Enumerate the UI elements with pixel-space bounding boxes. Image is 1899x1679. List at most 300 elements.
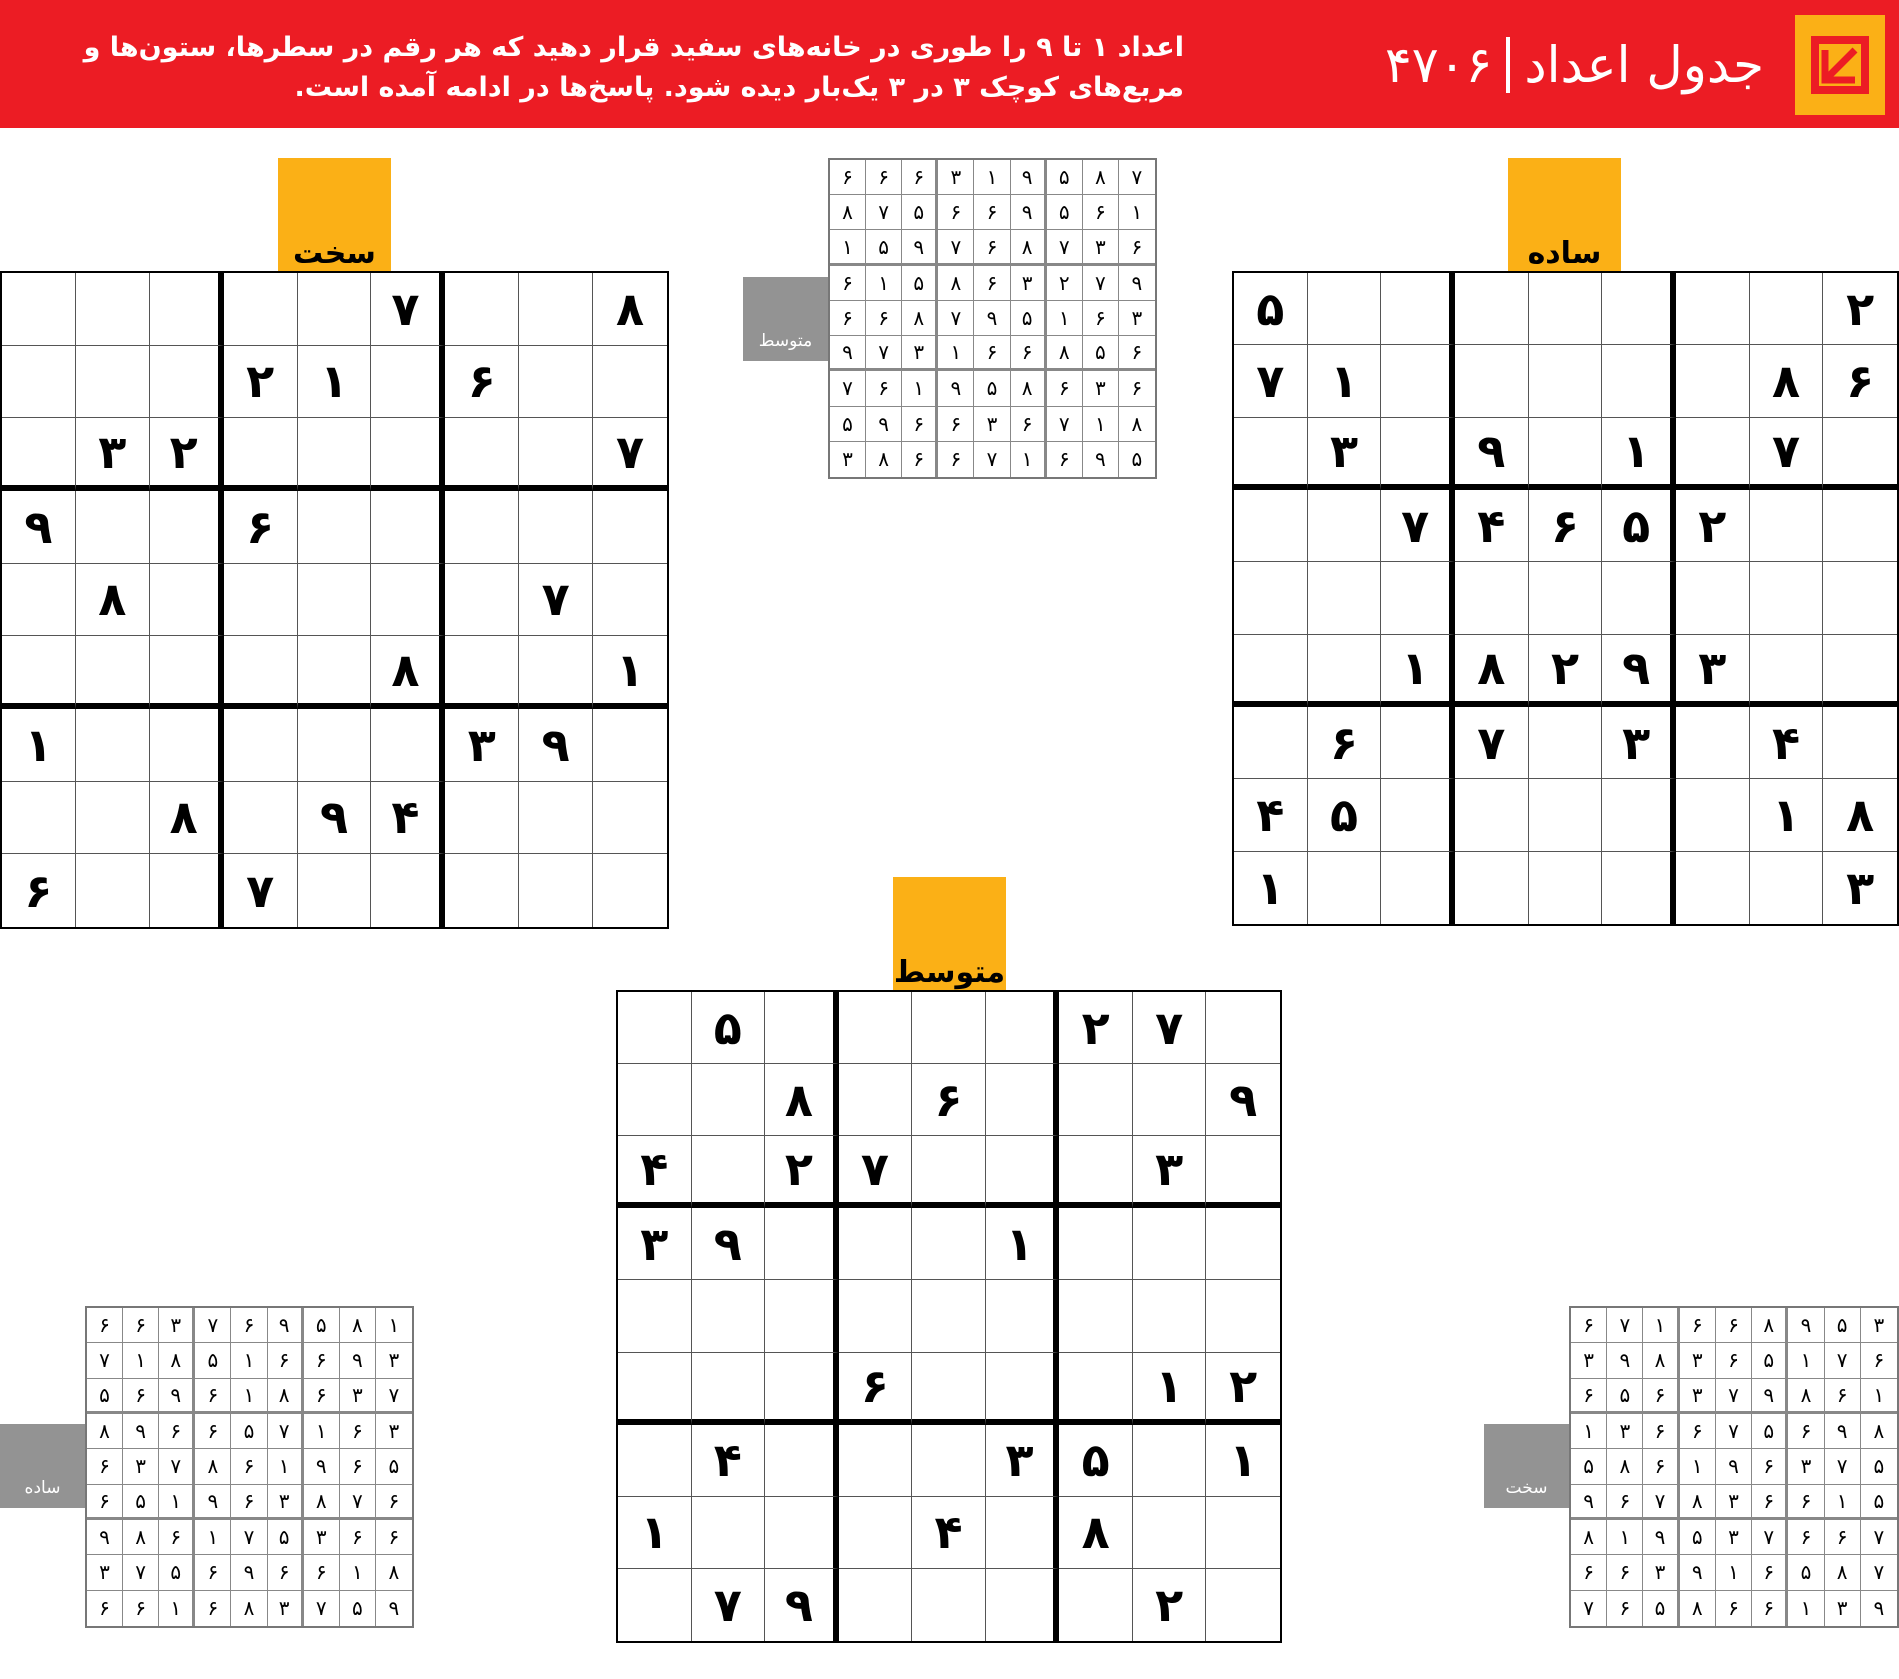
- sudoku-cell[interactable]: ۹: [1602, 635, 1676, 707]
- sudoku-cell[interactable]: ۷: [593, 418, 667, 491]
- answer-cell: ۸: [1607, 1449, 1643, 1484]
- sudoku-cell[interactable]: ۵: [692, 992, 766, 1064]
- page-title: جدول اعداد: [1524, 36, 1764, 94]
- sudoku-cell[interactable]: [519, 782, 593, 855]
- sudoku-cell[interactable]: [1602, 779, 1676, 851]
- answer-cell: ۶: [1607, 1591, 1643, 1626]
- sudoku-cell[interactable]: ۹: [692, 1208, 766, 1280]
- sudoku-cell[interactable]: [1676, 707, 1750, 779]
- sudoku-cell[interactable]: ۸: [765, 1064, 839, 1136]
- answer-cell: ۶: [123, 1308, 159, 1343]
- sudoku-cell[interactable]: [371, 346, 445, 419]
- sudoku-cell[interactable]: [1750, 562, 1824, 634]
- sudoku-cell[interactable]: [76, 636, 150, 709]
- sudoku-cell[interactable]: ۹: [1455, 418, 1529, 490]
- sudoku-cell[interactable]: [1529, 418, 1603, 490]
- sudoku-cell[interactable]: [1059, 1064, 1133, 1136]
- sudoku-cell[interactable]: ۷: [371, 273, 445, 346]
- sudoku-cell[interactable]: ۸: [371, 636, 445, 709]
- answer-cell: ۳: [1083, 230, 1119, 265]
- answer-cell: ۳: [1680, 1379, 1716, 1414]
- sudoku-cell[interactable]: ۱: [298, 346, 372, 419]
- answer-cell: ۶: [1047, 371, 1083, 406]
- sudoku-cell[interactable]: [519, 636, 593, 709]
- sudoku-cell[interactable]: ۷: [224, 854, 298, 927]
- sudoku-cell[interactable]: [912, 1353, 986, 1425]
- sudoku-cell[interactable]: [224, 273, 298, 346]
- answer-cell: ۸: [1011, 230, 1047, 265]
- sudoku-cell[interactable]: ۱: [1750, 779, 1824, 851]
- sudoku-cell[interactable]: ۳: [618, 1208, 692, 1280]
- answer-cell: ۵: [1643, 1591, 1679, 1626]
- sudoku-cell[interactable]: ۴: [692, 1425, 766, 1497]
- sudoku-cell[interactable]: ۴: [1750, 707, 1824, 779]
- sudoku-cell[interactable]: [150, 273, 224, 346]
- sudoku-cell[interactable]: ۲: [224, 346, 298, 419]
- sudoku-cell[interactable]: ۸: [76, 564, 150, 637]
- answer-cell: ۳: [1716, 1520, 1752, 1555]
- answer-cell: ۱: [830, 230, 866, 265]
- sudoku-cell[interactable]: [1381, 779, 1455, 851]
- answer-cell: ۶: [830, 266, 866, 301]
- sudoku-cell[interactable]: ۶: [1823, 345, 1897, 417]
- sudoku-cell[interactable]: ۲: [1823, 273, 1897, 345]
- sudoku-cell[interactable]: [298, 491, 372, 564]
- answer-cell: ۸: [268, 1379, 304, 1414]
- answer-cell: ۳: [376, 1414, 412, 1449]
- sudoku-cell[interactable]: [912, 1208, 986, 1280]
- answer-cell: ۹: [1643, 1520, 1679, 1555]
- sudoku-cell[interactable]: ۹: [519, 709, 593, 782]
- sudoku-cell[interactable]: [1381, 418, 1455, 490]
- sudoku-cell[interactable]: [298, 273, 372, 346]
- sudoku-cell[interactable]: ۴: [371, 782, 445, 855]
- sudoku-cell[interactable]: [2, 636, 76, 709]
- sudoku-cell[interactable]: [298, 709, 372, 782]
- sudoku-cell[interactable]: ۱: [593, 636, 667, 709]
- sudoku-cell[interactable]: [618, 1064, 692, 1136]
- sudoku-cell[interactable]: [1750, 852, 1824, 924]
- answer-cell: ۹: [1752, 1379, 1788, 1414]
- sudoku-cell[interactable]: [692, 1280, 766, 1352]
- sudoku-cell[interactable]: ۱: [1234, 852, 1308, 924]
- sudoku-cell[interactable]: [519, 346, 593, 419]
- sudoku-cell[interactable]: ۱: [1602, 418, 1676, 490]
- sudoku-cell[interactable]: [1308, 852, 1382, 924]
- answer-cell: ۶: [1011, 407, 1047, 442]
- sudoku-cell[interactable]: ۸: [1823, 779, 1897, 851]
- answer-cell: ۱: [159, 1485, 195, 1520]
- sudoku-cell[interactable]: [1059, 1208, 1133, 1280]
- sudoku-cell[interactable]: [150, 564, 224, 637]
- sudoku-cell[interactable]: ۲: [150, 418, 224, 491]
- sudoku-cell[interactable]: ۲: [1676, 490, 1750, 562]
- sudoku-cell[interactable]: ۸: [1750, 345, 1824, 417]
- sudoku-cell[interactable]: [1455, 852, 1529, 924]
- sudoku-cell[interactable]: [1750, 490, 1824, 562]
- sudoku-cell[interactable]: [1455, 562, 1529, 634]
- sudoku-cell[interactable]: ۵: [1059, 1425, 1133, 1497]
- sudoku-cell[interactable]: [224, 418, 298, 491]
- sudoku-cell[interactable]: [224, 782, 298, 855]
- sudoku-cell[interactable]: ۷: [1381, 490, 1455, 562]
- sudoku-cell[interactable]: [1529, 562, 1603, 634]
- sudoku-cell[interactable]: ۵: [1308, 779, 1382, 851]
- sudoku-cell[interactable]: [986, 1280, 1060, 1352]
- sudoku-cell[interactable]: [912, 1425, 986, 1497]
- sudoku-cell[interactable]: [1234, 707, 1308, 779]
- sudoku-cell[interactable]: [445, 273, 519, 346]
- hard-puzzle-label: سخت: [278, 158, 391, 273]
- sudoku-cell[interactable]: ۹: [765, 1569, 839, 1641]
- sudoku-cell[interactable]: [1676, 562, 1750, 634]
- sudoku-cell[interactable]: [1750, 273, 1824, 345]
- sudoku-cell[interactable]: ۳: [1602, 707, 1676, 779]
- sudoku-cell[interactable]: [1676, 345, 1750, 417]
- sudoku-cell[interactable]: [986, 1497, 1060, 1569]
- sudoku-cell[interactable]: [224, 709, 298, 782]
- sudoku-cell[interactable]: [593, 346, 667, 419]
- sudoku-cell[interactable]: ۶: [2, 854, 76, 927]
- sudoku-cell[interactable]: ۴: [1234, 779, 1308, 851]
- sudoku-cell[interactable]: [1823, 635, 1897, 707]
- answer-cell: ۹: [87, 1520, 123, 1555]
- sudoku-cell[interactable]: [692, 1497, 766, 1569]
- sudoku-cell[interactable]: [1308, 635, 1382, 707]
- sudoku-cell[interactable]: ۹: [1206, 1064, 1280, 1136]
- sudoku-cell[interactable]: [912, 1280, 986, 1352]
- sudoku-cell[interactable]: [519, 273, 593, 346]
- answer-cell: ۷: [340, 1485, 376, 1520]
- sudoku-cell[interactable]: [1455, 273, 1529, 345]
- sudoku-cell[interactable]: ۶: [839, 1353, 913, 1425]
- sudoku-cell[interactable]: [150, 636, 224, 709]
- sudoku-cell[interactable]: [1750, 635, 1824, 707]
- sudoku-cell[interactable]: [1676, 273, 1750, 345]
- sudoku-cell[interactable]: ۷: [692, 1569, 766, 1641]
- answer-cell: ۶: [830, 301, 866, 336]
- answer-cell: ۶: [974, 266, 1010, 301]
- sudoku-cell[interactable]: [1455, 779, 1529, 851]
- sudoku-cell[interactable]: ۲: [1529, 635, 1603, 707]
- sudoku-cell[interactable]: [445, 782, 519, 855]
- sudoku-cell[interactable]: [1823, 490, 1897, 562]
- sudoku-cell[interactable]: ۳: [1133, 1136, 1207, 1208]
- answer-cell: ۹: [1680, 1555, 1716, 1590]
- sudoku-cell[interactable]: [445, 491, 519, 564]
- sudoku-cell[interactable]: [912, 992, 986, 1064]
- sudoku-cell[interactable]: [1133, 1425, 1207, 1497]
- answer-cell: ۱: [1788, 1591, 1824, 1626]
- sudoku-cell[interactable]: [1308, 562, 1382, 634]
- sudoku-cell[interactable]: [986, 1136, 1060, 1208]
- sudoku-cell[interactable]: [298, 636, 372, 709]
- sudoku-cell[interactable]: ۸: [593, 273, 667, 346]
- sudoku-cell[interactable]: ۳: [1676, 635, 1750, 707]
- answer-cell: ۶: [1716, 1308, 1752, 1343]
- sudoku-cell[interactable]: [618, 992, 692, 1064]
- answer-cell: ۸: [159, 1343, 195, 1378]
- sudoku-cell[interactable]: [1234, 418, 1308, 490]
- sudoku-cell[interactable]: [839, 1280, 913, 1352]
- sudoku-cell[interactable]: ۴: [912, 1497, 986, 1569]
- sudoku-cell[interactable]: [76, 854, 150, 927]
- sudoku-cell[interactable]: ۱: [1381, 635, 1455, 707]
- sudoku-cell[interactable]: ۶: [1308, 707, 1382, 779]
- sudoku-cell[interactable]: [1602, 562, 1676, 634]
- sudoku-cell[interactable]: [692, 1064, 766, 1136]
- sudoku-cell[interactable]: ۱: [618, 1497, 692, 1569]
- answer-cell: ۶: [974, 336, 1010, 371]
- sudoku-cell[interactable]: ۶: [224, 491, 298, 564]
- sudoku-cell[interactable]: [76, 709, 150, 782]
- sudoku-cell[interactable]: [2, 782, 76, 855]
- sudoku-cell[interactable]: [150, 854, 224, 927]
- sudoku-cell[interactable]: [1381, 562, 1455, 634]
- answer-cell: ۶: [1752, 1485, 1788, 1520]
- sudoku-cell[interactable]: [1455, 345, 1529, 417]
- sudoku-cell[interactable]: [1676, 852, 1750, 924]
- sudoku-cell[interactable]: ۳: [76, 418, 150, 491]
- sudoku-cell[interactable]: [150, 709, 224, 782]
- sudoku-cell[interactable]: [1206, 1569, 1280, 1641]
- sudoku-cell[interactable]: [1529, 707, 1603, 779]
- answer-cell: ۷: [268, 1414, 304, 1449]
- sudoku-cell[interactable]: ۷: [1133, 992, 1207, 1064]
- sudoku-cell[interactable]: [371, 564, 445, 637]
- sudoku-cell[interactable]: [76, 346, 150, 419]
- sudoku-cell[interactable]: [1059, 1136, 1133, 1208]
- answer-cell: ۶: [1716, 1343, 1752, 1378]
- sudoku-cell[interactable]: [1381, 852, 1455, 924]
- sudoku-cell[interactable]: [618, 1280, 692, 1352]
- sudoku-cell[interactable]: ۱: [2, 709, 76, 782]
- sudoku-cell[interactable]: [765, 1497, 839, 1569]
- sudoku-cell[interactable]: ۲: [1206, 1353, 1280, 1425]
- answer-cell: ۷: [1716, 1379, 1752, 1414]
- sudoku-cell[interactable]: [1381, 345, 1455, 417]
- answer-cell: ۶: [830, 160, 866, 195]
- sudoku-cell[interactable]: [618, 1425, 692, 1497]
- sudoku-cell[interactable]: [150, 491, 224, 564]
- sudoku-cell[interactable]: ۲: [1133, 1569, 1207, 1641]
- sudoku-cell[interactable]: ۴: [618, 1136, 692, 1208]
- sudoku-cell[interactable]: [445, 636, 519, 709]
- sudoku-cell[interactable]: [1823, 562, 1897, 634]
- sudoku-cell[interactable]: [593, 491, 667, 564]
- sudoku-cell[interactable]: ۹: [298, 782, 372, 855]
- sudoku-cell[interactable]: [519, 854, 593, 927]
- sudoku-cell[interactable]: [1676, 418, 1750, 490]
- sudoku-cell[interactable]: [839, 992, 913, 1064]
- sudoku-cell[interactable]: [76, 273, 150, 346]
- sudoku-cell[interactable]: [1059, 1280, 1133, 1352]
- sudoku-cell[interactable]: [765, 992, 839, 1064]
- sudoku-cell[interactable]: [986, 1569, 1060, 1641]
- sudoku-cell[interactable]: [1381, 707, 1455, 779]
- sudoku-cell[interactable]: [519, 418, 593, 491]
- sudoku-cell[interactable]: [986, 992, 1060, 1064]
- sudoku-cell[interactable]: ۳: [986, 1425, 1060, 1497]
- sudoku-cell[interactable]: ۲: [765, 1136, 839, 1208]
- sudoku-cell[interactable]: [445, 564, 519, 637]
- sudoku-cell[interactable]: ۷: [1234, 345, 1308, 417]
- sudoku-cell[interactable]: [76, 491, 150, 564]
- sudoku-cell[interactable]: [224, 564, 298, 637]
- sudoku-cell[interactable]: [1234, 562, 1308, 634]
- sudoku-cell[interactable]: [2, 564, 76, 637]
- sudoku-cell[interactable]: ۱: [1206, 1425, 1280, 1497]
- answer-cell: ۳: [1571, 1343, 1607, 1378]
- answer-cell: ۹: [268, 1308, 304, 1343]
- sudoku-cell[interactable]: ۵: [1602, 490, 1676, 562]
- sudoku-cell[interactable]: [2, 418, 76, 491]
- sudoku-cell[interactable]: [1602, 345, 1676, 417]
- sudoku-cell[interactable]: ۳: [445, 709, 519, 782]
- answer-cell: ۱: [1825, 1485, 1861, 1520]
- sudoku-cell[interactable]: ۱: [1133, 1353, 1207, 1425]
- sudoku-cell[interactable]: [1059, 1569, 1133, 1641]
- sudoku-cell[interactable]: ۸: [150, 782, 224, 855]
- header-bar: [0, 0, 1899, 128]
- sudoku-cell[interactable]: [912, 1136, 986, 1208]
- answer-cell: ۶: [376, 1485, 412, 1520]
- sudoku-cell[interactable]: ۶: [912, 1064, 986, 1136]
- sudoku-cell[interactable]: ۸: [1059, 1497, 1133, 1569]
- sudoku-cell[interactable]: [618, 1353, 692, 1425]
- answer-cell: ۵: [902, 266, 938, 301]
- sudoku-cell[interactable]: [1529, 852, 1603, 924]
- sudoku-cell[interactable]: ۳: [1846, 860, 1875, 915]
- sudoku-cell[interactable]: [1234, 490, 1308, 562]
- sudoku-cell[interactable]: [839, 1208, 913, 1280]
- sudoku-cell[interactable]: [1206, 1136, 1280, 1208]
- sudoku-cell[interactable]: [839, 1064, 913, 1136]
- answer-cell: ۶: [1680, 1308, 1716, 1343]
- sudoku-cell[interactable]: [1206, 992, 1280, 1064]
- sudoku-cell[interactable]: [593, 782, 667, 855]
- sudoku-cell[interactable]: [593, 564, 667, 637]
- sudoku-cell[interactable]: [445, 854, 519, 927]
- sudoku-cell[interactable]: [371, 709, 445, 782]
- sudoku-cell[interactable]: [1529, 273, 1603, 345]
- answer-cell: ۹: [1873, 1596, 1885, 1621]
- sudoku-cell[interactable]: ۷: [1750, 418, 1824, 490]
- sudoku-cell[interactable]: [1308, 490, 1382, 562]
- answer-cell: ۷: [1119, 160, 1155, 195]
- sudoku-cell[interactable]: [986, 1353, 1060, 1425]
- sudoku-cell[interactable]: [371, 491, 445, 564]
- sudoku-cell[interactable]: [765, 1425, 839, 1497]
- sudoku-cell[interactable]: ۱: [1308, 345, 1382, 417]
- sudoku-cell[interactable]: [1133, 1208, 1207, 1280]
- sudoku-cell[interactable]: [1308, 273, 1382, 345]
- sudoku-cell[interactable]: [298, 564, 372, 637]
- sudoku-cell[interactable]: [1381, 273, 1455, 345]
- sudoku-cell[interactable]: [2, 273, 76, 346]
- sudoku-cell[interactable]: [1206, 1208, 1280, 1280]
- sudoku-cell[interactable]: [1234, 635, 1308, 707]
- sudoku-cell[interactable]: [2, 346, 76, 419]
- sudoku-cell[interactable]: [1059, 1353, 1133, 1425]
- sudoku-cell[interactable]: [519, 491, 593, 564]
- answer-cell: ۷: [1861, 1555, 1897, 1590]
- answer-cell: ۶: [1643, 1449, 1679, 1484]
- answer-cell: ۹: [902, 230, 938, 265]
- answer-cell: ۱: [1047, 301, 1083, 336]
- answer-cell: ۷: [231, 1520, 267, 1555]
- sudoku-cell[interactable]: [692, 1353, 766, 1425]
- sudoku-cell[interactable]: [1823, 707, 1897, 779]
- sudoku-cell[interactable]: [1602, 273, 1676, 345]
- sudoku-cell[interactable]: [986, 1064, 1060, 1136]
- sudoku-cell[interactable]: ۱: [986, 1208, 1060, 1280]
- answer-cell: ۶: [902, 160, 938, 195]
- sudoku-cell[interactable]: [765, 1208, 839, 1280]
- answer-cell: ۱: [1788, 1343, 1824, 1378]
- answer-cell: ۱: [866, 266, 902, 301]
- sudoku-cell[interactable]: [593, 854, 667, 927]
- sudoku-cell[interactable]: ۹: [2, 491, 76, 564]
- sudoku-cell[interactable]: [912, 1569, 986, 1641]
- sudoku-cell[interactable]: ۴: [1455, 490, 1529, 562]
- sudoku-cell[interactable]: [618, 1569, 692, 1641]
- sudoku-cell[interactable]: [224, 636, 298, 709]
- sudoku-cell[interactable]: [1206, 1497, 1280, 1569]
- sudoku-cell[interactable]: [765, 1353, 839, 1425]
- sudoku-cell[interactable]: [298, 418, 372, 491]
- sudoku-cell[interactable]: [1529, 345, 1603, 417]
- sudoku-cell[interactable]: ۵: [1234, 273, 1308, 345]
- sudoku-cell[interactable]: [1133, 1280, 1207, 1352]
- sudoku-cell[interactable]: ۶: [1529, 490, 1603, 562]
- sudoku-cell[interactable]: [1133, 1064, 1207, 1136]
- sudoku-cell[interactable]: [298, 854, 372, 927]
- answer-cell: ۶: [1571, 1308, 1607, 1343]
- sudoku-cell[interactable]: ۶: [445, 346, 519, 419]
- sudoku-cell[interactable]: [1529, 779, 1603, 851]
- sudoku-cell[interactable]: [692, 1136, 766, 1208]
- answer-cell: ۷: [1083, 266, 1119, 301]
- sudoku-cell[interactable]: [593, 709, 667, 782]
- sudoku-cell[interactable]: [371, 854, 445, 927]
- sudoku-cell[interactable]: ۷: [839, 1136, 913, 1208]
- sudoku-cell[interactable]: [839, 1497, 913, 1569]
- sudoku-cell[interactable]: ۲: [1059, 992, 1133, 1064]
- sudoku-cell[interactable]: [839, 1425, 913, 1497]
- sudoku-cell[interactable]: [1823, 418, 1897, 490]
- sudoku-cell[interactable]: ۷: [519, 564, 593, 637]
- answer-cell: ۶: [1083, 301, 1119, 336]
- sudoku-cell[interactable]: ۸: [1455, 635, 1529, 707]
- sudoku-cell[interactable]: [1602, 852, 1676, 924]
- sudoku-cell[interactable]: [371, 418, 445, 491]
- answer-cell: ۸: [123, 1520, 159, 1555]
- answer-cell: ۱: [1607, 1520, 1643, 1555]
- sudoku-cell[interactable]: [1133, 1497, 1207, 1569]
- sudoku-cell[interactable]: [150, 346, 224, 419]
- sudoku-cell[interactable]: [76, 782, 150, 855]
- sudoku-cell[interactable]: [1676, 779, 1750, 851]
- answer-cell: ۵: [1011, 301, 1047, 336]
- sudoku-cell[interactable]: [765, 1280, 839, 1352]
- sudoku-cell[interactable]: ۳: [1308, 418, 1382, 490]
- sudoku-cell[interactable]: ۷: [1455, 707, 1529, 779]
- sudoku-cell[interactable]: [445, 418, 519, 491]
- sudoku-cell[interactable]: [839, 1569, 913, 1641]
- sudoku-cell[interactable]: [1206, 1280, 1280, 1352]
- answer-cell: ۶: [1643, 1414, 1679, 1449]
